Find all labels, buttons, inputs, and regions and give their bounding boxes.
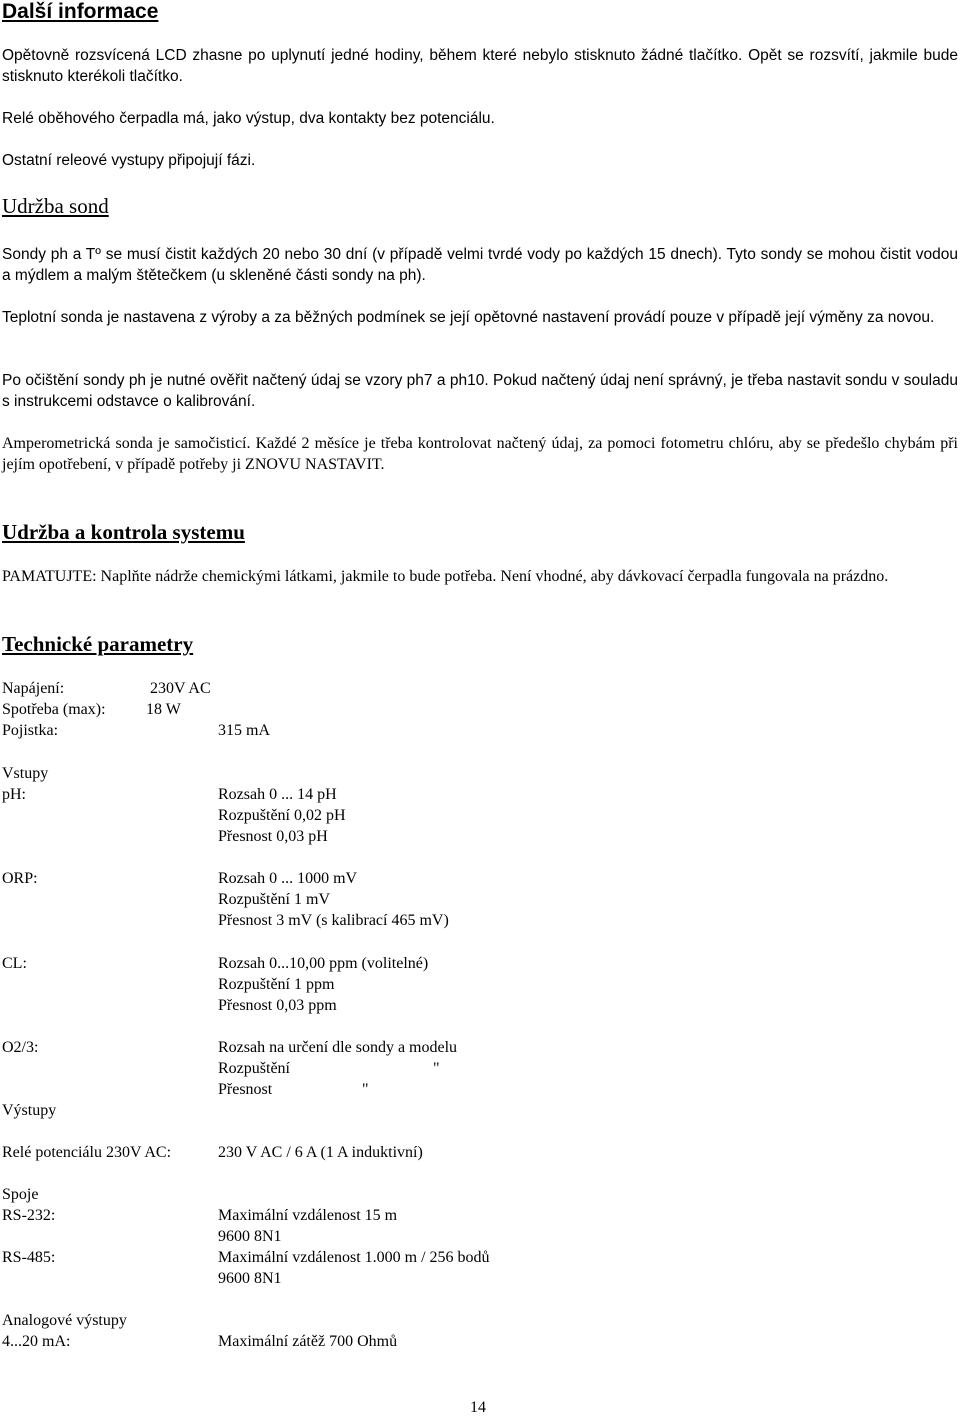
label-pojistka: Pojistka: (2, 722, 59, 739)
heading-technicke-parametry: Technické parametry (2, 632, 194, 656)
label-spoje: Spoje (2, 1186, 39, 1203)
o2-presnost: Přesnost (218, 1081, 273, 1098)
cl-rozpusteni: Rozpuštění 1 ppm (218, 976, 335, 993)
ph-rozsah: Rozsah 0 ... 14 pH (218, 786, 337, 803)
rs232-vzdalenost: Maximální vzdálenost 15 m (218, 1207, 398, 1224)
ph-presnost: Přesnost 0,03 pH (218, 828, 328, 845)
label-napajeni: Napájení: (2, 680, 65, 697)
heading-dalsi-informace: Další informace (2, 0, 159, 23)
o2-rozpusteni-ditto: " (433, 1060, 440, 1077)
paragraph-cisteni-sond: Sondy ph a Tº se musí čistit každých 20 nebo 30 dní (v případě velmi tvrdé vody po každých 15 dnech). Tyto sondy se mohou čistit vodou a mýdlem a malým štětečkem (u skleněné části sondy na ph). (2, 246, 958, 284)
paragraph-teplotni-sonda: Teplotní sonda je nastavena z výroby a za běžných podmínek se její opětovné nastavení provádí pouze v případě její výměny za novou. (2, 309, 935, 326)
paragraph-pamatujte: PAMATUJTE: Naplňte nádrže chemickými látkami, jakmile to bude potřeba. Není vhodné, aby dávkovací čerpadla fungovala na prázdno. (2, 568, 889, 585)
label-4-20ma: 4...20 mA: (2, 1333, 71, 1350)
label-vystupy: Výstupy (2, 1102, 57, 1119)
value-napajeni: 230V AC (150, 680, 211, 697)
paragraph-amperometricka-sonda: Amperometrická sonda je samočisticí. Každé 2 měsíce je třeba kontrolovat načtený údaj, za pomoci fotometru chlóru, aby se předešlo chybám při jejím opotřebení, v případě potřeby ji ZNOVU NASTAVIT. (2, 435, 958, 473)
ph-rozpusteni: Rozpuštění 0,02 pH (218, 807, 346, 824)
label-rele: Relé potenciálu 230V AC: (2, 1144, 172, 1161)
label-cl: CL: (2, 955, 27, 972)
label-vstupy: Vstupy (2, 765, 49, 782)
o2-presnost-ditto: " (362, 1081, 369, 1098)
orp-presnost: Přesnost 3 mV (s kalibrací 465 mV) (218, 912, 449, 929)
cl-rozsah: Rozsah 0...10,00 ppm (volitelné) (218, 955, 429, 972)
rs485-nastaveni: 9600 8N1 (218, 1270, 282, 1287)
value-pojistka: 315 mA (218, 722, 270, 739)
value-spotreba: 18 W (146, 701, 181, 718)
label-rs232: RS-232: (2, 1207, 56, 1224)
heading-udrzba-sond: Udržba sond (2, 194, 109, 218)
rs485-vzdalenost: Maximální vzdálenost 1.000 m / 256 bodů (218, 1249, 490, 1266)
cl-presnost: Přesnost 0,03 ppm (218, 997, 337, 1014)
orp-rozsah: Rozsah 0 ... 1000 mV (218, 870, 358, 887)
value-rele: 230 V AC / 6 A (1 A induktivní) (218, 1144, 423, 1161)
value-max-zatez: Maximální zátěž 700 Ohmů (218, 1333, 398, 1350)
o2-rozsah: Rozsah na určení dle sondy a modelu (218, 1039, 458, 1056)
orp-rozpusteni: Rozpuštění 1 mV (218, 891, 330, 908)
label-rs485: RS-485: (2, 1249, 56, 1266)
paragraph-overeni-ph: Po očištění sondy ph je nutné ověřit načtený údaj se vzory ph7 a ph10. Pokud načtený údaj není správný, je třeba nastavit sondu v souladu s instrukcemi odstavce o kalibrování. (2, 372, 958, 410)
label-o2: O2/3: (2, 1039, 39, 1056)
paragraph-rele: Relé oběhového čerpadla má, jako výstup, dva kontakty bez potenciálu. (2, 110, 495, 127)
paragraph-releove-vystupy: Ostatní releové vystupy připojují fázi. (2, 152, 256, 169)
label-spotreba: Spotřeba (max): (2, 701, 106, 718)
label-orp: ORP: (2, 870, 38, 887)
label-ph: pH: (2, 786, 26, 803)
paragraph-lcd: Opětovně rozsvícená LCD zhasne po uplynutí jedné hodiny, během které nebylo stisknuto žádné tlačítko. Opět se rozsvítí, jakmile bude stisknuto kterékoli tlačítko. (2, 47, 958, 85)
rs232-nastaveni: 9600 8N1 (218, 1228, 282, 1245)
heading-udrzba-systemu: Udržba a kontrola systemu (2, 520, 245, 544)
o2-rozpusteni: Rozpuštění (218, 1060, 290, 1077)
label-analogove-vystupy: Analogové výstupy (2, 1312, 127, 1329)
page-number: 14 (470, 1399, 486, 1416)
